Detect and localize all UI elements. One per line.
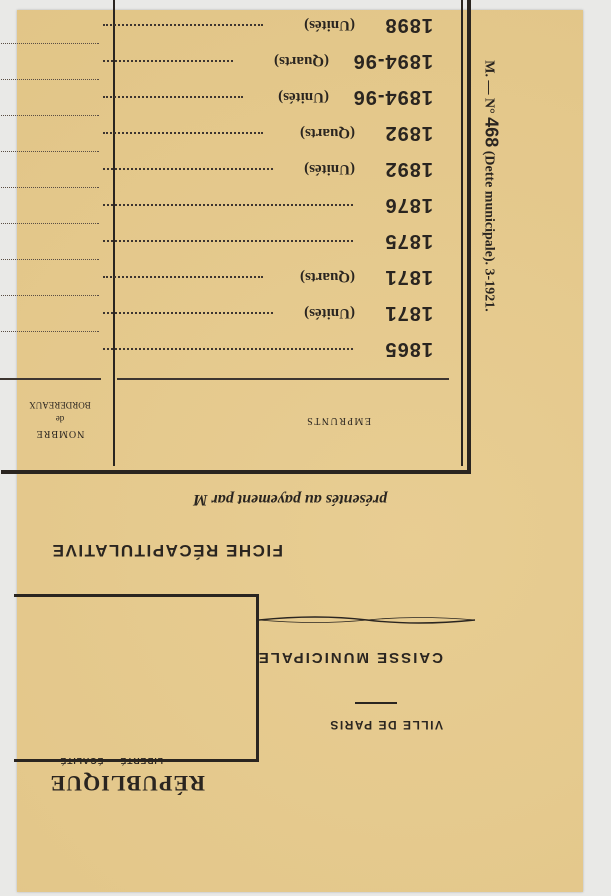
liberte-egalite-motto: LIBERTÉ — ÉGALITÉ bbox=[59, 756, 163, 766]
form-reference bbox=[481, 0, 501, 372]
row-qualifier: (Quarts) bbox=[300, 125, 355, 141]
column-header-nombre bbox=[5, 398, 115, 440]
presentes-au-payement-line: présentés au payement par M bbox=[193, 491, 387, 508]
row-qualifier: (Quarts) bbox=[300, 269, 355, 285]
row-year: 1894-96 bbox=[352, 50, 433, 72]
column-header-nombre-line2: de bbox=[55, 414, 65, 424]
row-leader-dots bbox=[103, 60, 233, 62]
row-year: 1898 bbox=[384, 14, 433, 36]
entry-line bbox=[0, 43, 99, 44]
row-leader-dots bbox=[103, 276, 263, 278]
stamp-box bbox=[14, 594, 259, 762]
row-leader-dots bbox=[103, 168, 273, 170]
ornamental-rule bbox=[257, 612, 477, 628]
row-year: 1865 bbox=[384, 338, 433, 360]
table-row bbox=[103, 218, 433, 254]
table-left-inner-rule bbox=[462, 0, 464, 466]
entry-line bbox=[0, 331, 99, 332]
row-year: 1871 bbox=[384, 266, 433, 288]
entry-line bbox=[0, 295, 99, 296]
column-header-nombre-line3: BORDEREAUX bbox=[29, 400, 91, 410]
row-qualifier: (Unités) bbox=[304, 305, 355, 321]
row-leader-dots bbox=[103, 204, 353, 206]
table-row bbox=[103, 38, 433, 74]
issuer-separator bbox=[355, 703, 397, 705]
row-leader-dots bbox=[103, 240, 353, 242]
table-row bbox=[103, 74, 433, 110]
row-year: 1894-96 bbox=[352, 86, 433, 108]
entry-line bbox=[0, 223, 99, 224]
row-leader-dots bbox=[103, 24, 263, 26]
table-left-outer-rule bbox=[467, 0, 471, 474]
table-row bbox=[103, 110, 433, 146]
row-leader-dots bbox=[103, 312, 273, 314]
row-year: 1876 bbox=[384, 194, 433, 216]
column-header-nombre-line1: NOMBRE bbox=[35, 428, 85, 439]
ville-de-paris-label: VILLE DE PARIS bbox=[328, 718, 443, 732]
form-reference-prefix: M. — N° bbox=[481, 60, 497, 114]
table-row bbox=[103, 290, 433, 326]
entry-line bbox=[0, 259, 99, 260]
row-qualifier: (Unités) bbox=[278, 89, 329, 105]
table-row bbox=[103, 2, 433, 38]
entry-line bbox=[0, 79, 99, 80]
table-top-rule bbox=[1, 470, 471, 474]
form-reference-number: 468 bbox=[481, 117, 502, 148]
row-qualifier: (Quarts) bbox=[274, 53, 329, 69]
column-header-emprunts: EMPRUNTS bbox=[305, 415, 371, 426]
row-year: 1892 bbox=[384, 122, 433, 144]
entry-line bbox=[0, 187, 99, 188]
republique-heading: RÉPUBLIQUE bbox=[49, 771, 205, 796]
row-qualifier: (Unités) bbox=[304, 161, 355, 177]
row-year: 1892 bbox=[384, 158, 433, 180]
entry-line bbox=[0, 151, 99, 152]
paper-form bbox=[17, 10, 583, 892]
row-leader-dots bbox=[103, 132, 263, 134]
row-leader-dots bbox=[103, 348, 353, 350]
row-leader-dots bbox=[103, 96, 243, 98]
entry-line bbox=[0, 115, 99, 116]
table-row bbox=[103, 254, 433, 290]
table-row bbox=[103, 146, 433, 182]
caisse-municipale-label: CAISSE MUNICIPALE bbox=[256, 649, 443, 666]
row-qualifier: (Unités) bbox=[304, 17, 355, 33]
header-divider-nombre bbox=[0, 378, 101, 380]
header-divider-emprunts bbox=[117, 379, 449, 381]
row-year: 1871 bbox=[384, 302, 433, 324]
table-row bbox=[103, 182, 433, 218]
fiche-recapitulative-title: FICHE RÉCAPITULATIVE bbox=[51, 541, 283, 560]
table-row bbox=[103, 326, 433, 362]
form-reference-suffix: (Dette municipale). 3-1921. bbox=[481, 150, 497, 312]
row-year: 1875 bbox=[384, 230, 433, 252]
